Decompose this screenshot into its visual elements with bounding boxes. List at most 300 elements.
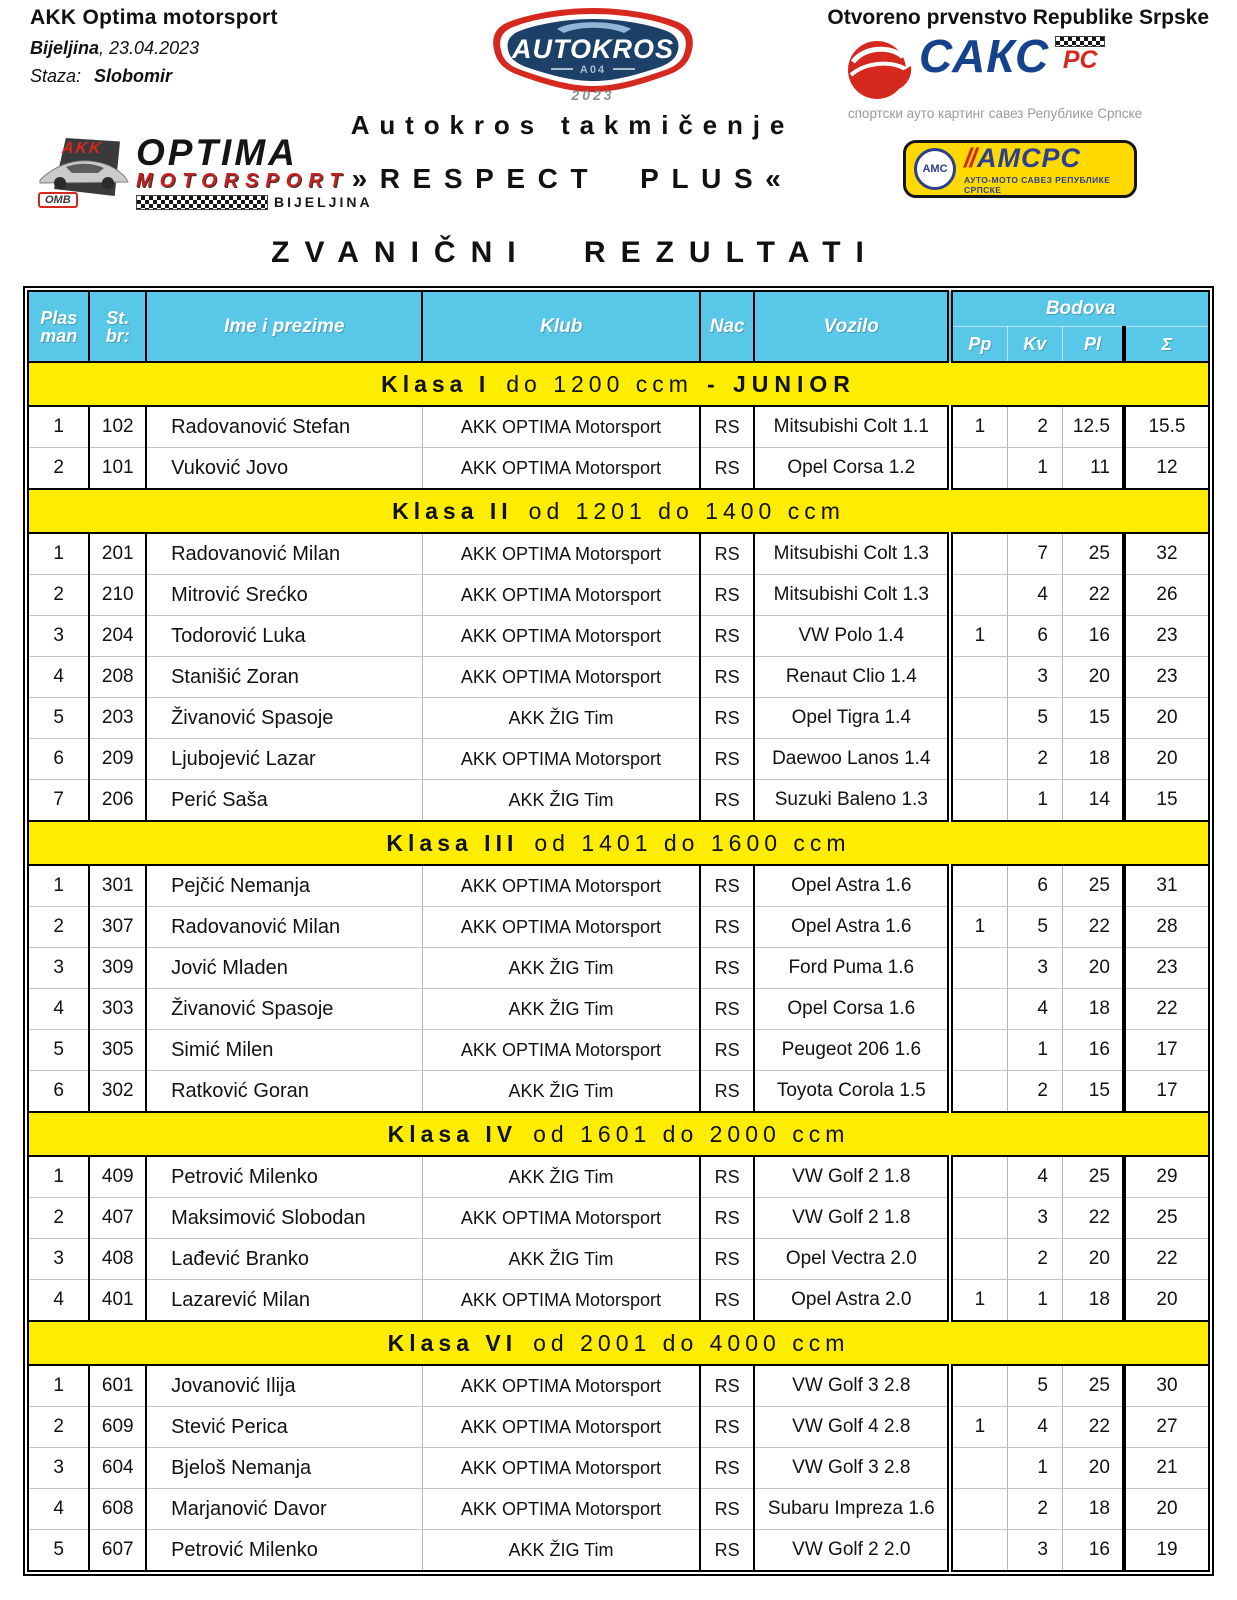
autokros-logo-sub: A04: [579, 64, 607, 76]
cell-vozilo: Opel Corsa 1.6: [754, 989, 950, 1030]
checkered-strip-icon: [136, 195, 268, 210]
class-title: Klasa VI: [387, 1329, 518, 1356]
result-row: [28, 448, 1209, 490]
cell-sum: 15.5: [1124, 406, 1209, 448]
cell-pp: [950, 1530, 1007, 1572]
cell-startnumber: 101: [89, 448, 146, 490]
cell-name: Radovanović Stefan: [146, 406, 422, 448]
cell-plasman: 3: [28, 1448, 89, 1489]
cell-klub: AKK OPTIMA Motorsport: [422, 575, 700, 616]
cell-vozilo: VW Golf 3 2.8: [754, 1365, 950, 1407]
cell-plasman: 1: [28, 865, 89, 907]
cell-startnumber: 608: [89, 1489, 146, 1530]
track-name: Slobomir: [94, 66, 173, 86]
cell-vozilo: VW Polo 1.4: [754, 616, 950, 657]
helmet-icon: [845, 34, 913, 104]
cell-sum: 17: [1124, 1071, 1209, 1113]
cell-kv: 4: [1007, 575, 1063, 616]
cell-sum: 12: [1124, 448, 1209, 490]
cell-name: Ljubojević Lazar: [146, 739, 422, 780]
cell-pp: [950, 698, 1007, 739]
cell-name: Jovanović Ilija: [146, 1365, 422, 1407]
col-header-pp: Pp: [950, 327, 1007, 363]
cell-pl: 18: [1063, 1489, 1124, 1530]
cell-plasman: 5: [28, 1530, 89, 1572]
result-row: [28, 1030, 1209, 1071]
cell-sum: 20: [1124, 739, 1209, 780]
cell-kv: 6: [1007, 865, 1063, 907]
cell-vozilo: Peugeot 206 1.6: [754, 1030, 950, 1071]
result-row: [28, 406, 1209, 448]
cell-kv: 3: [1007, 1530, 1063, 1572]
cell-plasman: 5: [28, 698, 89, 739]
cell-plasman: 4: [28, 989, 89, 1030]
cell-kv: 6: [1007, 616, 1063, 657]
event-name: Autokros takmičenje: [350, 110, 795, 140]
cell-nac: RS: [700, 948, 754, 989]
cell-sum: 20: [1124, 1280, 1209, 1322]
cell-nac: RS: [700, 739, 754, 780]
cell-pl: 22: [1063, 907, 1124, 948]
cell-startnumber: 209: [89, 739, 146, 780]
cell-name: Živanović Spasoje: [146, 698, 422, 739]
class-section-header: [28, 821, 1209, 865]
document-title: ZVANIČNI REZULTATI: [271, 236, 879, 269]
class-range: od 1201 do 1400 ccm: [528, 497, 845, 524]
cell-plasman: 3: [28, 616, 89, 657]
cell-plasman: 6: [28, 1071, 89, 1113]
cell-vozilo: VW Golf 2 1.8: [754, 1156, 950, 1198]
cell-vozilo: Suzuki Baleno 1.3: [754, 780, 950, 822]
cell-name: Bjeloš Nemanja: [146, 1448, 422, 1489]
cell-name: Mitrović Srećko: [146, 575, 422, 616]
cell-kv: 2: [1007, 1239, 1063, 1280]
cell-startnumber: 601: [89, 1365, 146, 1407]
cell-sum: 23: [1124, 616, 1209, 657]
cell-pl: 16: [1063, 616, 1124, 657]
ams-slashes-icon: //: [964, 143, 976, 173]
cell-pp: [950, 1071, 1007, 1113]
cell-kv: 3: [1007, 948, 1063, 989]
cell-startnumber: 301: [89, 865, 146, 907]
col-header-startnumber: [89, 291, 146, 362]
cell-vozilo: Opel Astra 1.6: [754, 865, 950, 907]
cell-nac: RS: [700, 1239, 754, 1280]
cell-nac: RS: [700, 907, 754, 948]
cell-pl: 16: [1063, 1030, 1124, 1071]
cell-pl: 22: [1063, 1407, 1124, 1448]
cell-vozilo: Daewoo Lanos 1.4: [754, 739, 950, 780]
cell-name: Radovanović Milan: [146, 907, 422, 948]
cell-startnumber: 208: [89, 657, 146, 698]
cell-plasman: 1: [28, 1365, 89, 1407]
cell-pp: [950, 1365, 1007, 1407]
cell-plasman: 3: [28, 948, 89, 989]
cell-nac: RS: [700, 1530, 754, 1572]
result-row: [28, 948, 1209, 989]
class-section-header: [28, 1112, 1209, 1156]
cell-klub: AKK OPTIMA Motorsport: [422, 657, 700, 698]
cell-startnumber: 201: [89, 533, 146, 575]
class-range: do 1200 ccm: [506, 370, 693, 397]
class-title: Klasa I: [381, 370, 491, 397]
cell-pp: [950, 657, 1007, 698]
cell-startnumber: 409: [89, 1156, 146, 1198]
col-header-vozilo: Vozilo: [754, 291, 950, 362]
result-row: [28, 1448, 1209, 1489]
saks-logo: [845, 30, 1165, 121]
place: Bijeljina: [30, 38, 100, 58]
cell-plasman: 4: [28, 1280, 89, 1322]
cell-kv: 2: [1007, 1489, 1063, 1530]
cell-pl: 25: [1063, 865, 1124, 907]
col-header-pl: Pl: [1063, 327, 1124, 363]
result-row: [28, 616, 1209, 657]
cell-startnumber: 408: [89, 1239, 146, 1280]
result-row: [28, 575, 1209, 616]
cell-nac: RS: [700, 1448, 754, 1489]
cell-plasman: 1: [28, 406, 89, 448]
cell-nac: RS: [700, 1489, 754, 1530]
autokros-logo-graphic: [487, 6, 699, 104]
col-header-st-line1: St.: [106, 307, 130, 328]
autokros-logo-year: 2023: [571, 87, 615, 103]
col-header-plasman-line1: Plas: [40, 307, 78, 328]
cell-startnumber: 303: [89, 989, 146, 1030]
cell-klub: AKK ŽIG Tim: [422, 948, 700, 989]
result-row: [28, 907, 1209, 948]
cell-sum: 30: [1124, 1365, 1209, 1407]
cell-pl: 25: [1063, 1156, 1124, 1198]
cell-kv: 4: [1007, 1156, 1063, 1198]
cell-klub: AKK OPTIMA Motorsport: [422, 739, 700, 780]
col-header-klub: Klub: [422, 291, 700, 362]
cell-name: Ratković Goran: [146, 1071, 422, 1113]
cell-sum: 15: [1124, 780, 1209, 822]
cell-kv: 2: [1007, 406, 1063, 448]
cell-startnumber: 604: [89, 1448, 146, 1489]
cell-pl: 16: [1063, 1530, 1124, 1572]
cell-pp: 1: [950, 1407, 1007, 1448]
cell-kv: 1: [1007, 448, 1063, 490]
autokros-logo: [487, 6, 699, 109]
cell-name: Stanišić Zoran: [146, 657, 422, 698]
cell-nac: RS: [700, 1280, 754, 1322]
cell-nac: RS: [700, 533, 754, 575]
col-header-nac: Nac: [700, 291, 754, 362]
cell-nac: RS: [700, 989, 754, 1030]
place-date: [30, 38, 278, 59]
cell-pp: [950, 865, 1007, 907]
optima-badge: OMB: [38, 192, 78, 208]
cell-vozilo: VW Golf 2 2.0: [754, 1530, 950, 1572]
cell-pp: [950, 739, 1007, 780]
cell-name: Pejčić Nemanja: [146, 865, 422, 907]
class-title: Klasa IV: [387, 1120, 518, 1147]
autokros-logo-text: AUTOKROS: [511, 34, 675, 64]
cell-vozilo: VW Golf 3 2.8: [754, 1448, 950, 1489]
class-section-header: [28, 1321, 1209, 1365]
cell-klub: AKK OPTIMA Motorsport: [422, 907, 700, 948]
cell-kv: 2: [1007, 739, 1063, 780]
class-section-row: [28, 489, 1209, 533]
cell-kv: 5: [1007, 1365, 1063, 1407]
results-table: [27, 290, 1210, 1572]
saks-tagline: спортски ауто картинг савез Републике Српске: [847, 106, 1143, 121]
saks-logo-text-block: [919, 30, 1105, 82]
saks-logo-top: [845, 30, 1165, 104]
cell-vozilo: Opel Astra 2.0: [754, 1280, 950, 1322]
cell-pl: 20: [1063, 657, 1124, 698]
track-line: [30, 66, 278, 87]
ams-tagline: АУТО-МОТО САВЕЗ РЕПУБЛИКЕ СРПСКЕ: [964, 175, 1111, 195]
cell-startnumber: 607: [89, 1530, 146, 1572]
organizer-name: AKK Optima motorsport: [30, 6, 278, 29]
event-title-block: [0, 110, 1145, 195]
cell-nac: RS: [700, 448, 754, 490]
cell-vozilo: Mitsubishi Colt 1.1: [754, 406, 950, 448]
cell-nac: RS: [700, 698, 754, 739]
cell-pl: 11: [1063, 448, 1124, 490]
cell-klub: AKK OPTIMA Motorsport: [422, 1365, 700, 1407]
saks-rs-block: [1055, 36, 1105, 73]
cell-klub: AKK OPTIMA Motorsport: [422, 533, 700, 575]
cell-pp: [950, 1198, 1007, 1239]
cell-pp: [950, 448, 1007, 490]
result-row: [28, 780, 1209, 822]
results-table-wrapper: [23, 286, 1214, 1576]
cell-pl: 14: [1063, 780, 1124, 822]
cell-nac: RS: [700, 616, 754, 657]
cell-nac: RS: [700, 1365, 754, 1407]
cell-nac: RS: [700, 1198, 754, 1239]
cell-pp: [950, 1156, 1007, 1198]
cell-startnumber: 203: [89, 698, 146, 739]
cell-sum: 27: [1124, 1407, 1209, 1448]
cell-startnumber: 305: [89, 1030, 146, 1071]
result-row: [28, 989, 1209, 1030]
cell-name: Lazarević Milan: [146, 1280, 422, 1322]
cell-pp: 1: [950, 1280, 1007, 1322]
cell-klub: AKK ŽIG Tim: [422, 698, 700, 739]
class-range: od 1601 do 2000 ccm: [533, 1120, 850, 1147]
cell-plasman: 4: [28, 1489, 89, 1530]
cell-name: Živanović Spasoje: [146, 989, 422, 1030]
result-row: [28, 1489, 1209, 1530]
track-label: Staza:: [30, 66, 82, 86]
cell-klub: AKK OPTIMA Motorsport: [422, 1280, 700, 1322]
cell-kv: 3: [1007, 1198, 1063, 1239]
col-header-sum: Σ: [1124, 327, 1209, 363]
cell-sum: 19: [1124, 1530, 1209, 1572]
cell-pp: 1: [950, 907, 1007, 948]
cell-startnumber: 206: [89, 780, 146, 822]
result-row: [28, 739, 1209, 780]
cell-pp: [950, 1030, 1007, 1071]
class-section-header: [28, 362, 1209, 406]
cell-plasman: 1: [28, 533, 89, 575]
page-header: [0, 0, 1237, 232]
cell-vozilo: VW Golf 2 1.8: [754, 1198, 950, 1239]
cell-pp: 1: [950, 616, 1007, 657]
optima-bottom-row: [136, 194, 373, 210]
ams-logo-text: АМСРС: [977, 143, 1082, 173]
cell-vozilo: Toyota Corola 1.5: [754, 1071, 950, 1113]
cell-kv: 2: [1007, 1071, 1063, 1113]
cell-sum: 32: [1124, 533, 1209, 575]
cell-klub: AKK ŽIG Tim: [422, 989, 700, 1030]
cell-plasman: 1: [28, 1156, 89, 1198]
cell-name: Marjanović Davor: [146, 1489, 422, 1530]
cell-name: Petrović Milenko: [146, 1530, 422, 1572]
cell-name: Simić Milen: [146, 1030, 422, 1071]
cell-klub: AKK OPTIMA Motorsport: [422, 406, 700, 448]
cell-pp: [950, 1448, 1007, 1489]
class-section-row: [28, 821, 1209, 865]
cell-nac: RS: [700, 1156, 754, 1198]
class-section-row: [28, 1321, 1209, 1365]
cell-pp: [950, 989, 1007, 1030]
cell-plasman: 2: [28, 907, 89, 948]
cell-nac: RS: [700, 406, 754, 448]
cell-kv: 4: [1007, 989, 1063, 1030]
cell-pp: [950, 1489, 1007, 1530]
result-row: [28, 1198, 1209, 1239]
cell-sum: 28: [1124, 907, 1209, 948]
cell-vozilo: VW Golf 4 2.8: [754, 1407, 950, 1448]
cell-pp: [950, 575, 1007, 616]
saks-logo-text: САКС: [919, 30, 1050, 82]
cell-pl: 20: [1063, 1448, 1124, 1489]
cell-startnumber: 309: [89, 948, 146, 989]
class-section-row: [28, 362, 1209, 406]
cell-sum: 17: [1124, 1030, 1209, 1071]
result-row: [28, 1156, 1209, 1198]
cell-pl: 20: [1063, 948, 1124, 989]
col-header-st-line2: br:: [105, 325, 130, 346]
cell-plasman: 5: [28, 1030, 89, 1071]
championship-block: [827, 6, 1209, 30]
col-header-bodova: Bodova: [950, 291, 1209, 327]
cell-plasman: 7: [28, 780, 89, 822]
cell-klub: AKK ŽIG Tim: [422, 1530, 700, 1572]
cell-kv: 4: [1007, 1407, 1063, 1448]
cell-klub: AKK OPTIMA Motorsport: [422, 1407, 700, 1448]
result-row: [28, 865, 1209, 907]
cell-sum: 31: [1124, 865, 1209, 907]
table-header: [28, 291, 1209, 362]
cell-pl: 22: [1063, 575, 1124, 616]
cell-name: Stević Perica: [146, 1407, 422, 1448]
optima-akk-text: AKK: [60, 140, 104, 157]
cell-nac: RS: [700, 1407, 754, 1448]
optima-logo-text: OPTIMA: [136, 132, 298, 173]
cell-klub: AKK OPTIMA Motorsport: [422, 1198, 700, 1239]
cell-kv: 1: [1007, 1030, 1063, 1071]
cell-kv: 1: [1007, 1280, 1063, 1322]
result-row: [28, 698, 1209, 739]
cell-sum: 22: [1124, 1239, 1209, 1280]
cell-kv: 1: [1007, 780, 1063, 822]
class-suffix: - JUNIOR: [706, 370, 856, 397]
cell-plasman: 2: [28, 448, 89, 490]
cell-plasman: 2: [28, 1407, 89, 1448]
cell-pp: 1: [950, 406, 1007, 448]
result-row: [28, 1407, 1209, 1448]
cell-vozilo: Opel Vectra 2.0: [754, 1239, 950, 1280]
cell-vozilo: Mitsubishi Colt 1.3: [754, 533, 950, 575]
table-body: [28, 362, 1209, 1571]
cell-plasman: 2: [28, 1198, 89, 1239]
organizer-block: [30, 6, 278, 87]
col-header-name: Ime i prezime: [146, 291, 422, 362]
col-header-plasman-line2: man: [40, 325, 78, 346]
cell-name: Jović Mladen: [146, 948, 422, 989]
cell-sum: 29: [1124, 1156, 1209, 1198]
cell-vozilo: Opel Corsa 1.2: [754, 448, 950, 490]
cell-vozilo: Opel Astra 1.6: [754, 907, 950, 948]
cell-vozilo: Subaru Impreza 1.6: [754, 1489, 950, 1530]
cell-name: Lađević Branko: [146, 1239, 422, 1280]
cell-klub: AKK OPTIMA Motorsport: [422, 1448, 700, 1489]
optima-motorsport-text: MOTORSPORT: [136, 170, 349, 192]
saks-rs-text: РС: [1062, 46, 1098, 74]
ams-emblem-text: АМС: [922, 163, 948, 175]
cell-klub: AKK OPTIMA Motorsport: [422, 1489, 700, 1530]
cell-sum: 20: [1124, 698, 1209, 739]
cell-sum: 25: [1124, 1198, 1209, 1239]
cell-pl: 25: [1063, 1365, 1124, 1407]
cell-klub: AKK OPTIMA Motorsport: [422, 448, 700, 490]
class-range: od 1401 do 1600 ccm: [534, 829, 851, 856]
cell-pl: 20: [1063, 1239, 1124, 1280]
class-section-row: [28, 1112, 1209, 1156]
cell-kv: 5: [1007, 698, 1063, 739]
cell-plasman: 6: [28, 739, 89, 780]
cell-sum: 26: [1124, 575, 1209, 616]
col-header-kv: Kv: [1007, 327, 1063, 363]
cell-pl: 18: [1063, 739, 1124, 780]
cell-kv: 5: [1007, 907, 1063, 948]
result-row: [28, 1280, 1209, 1322]
result-row: [28, 657, 1209, 698]
col-header-plasman: [28, 291, 89, 362]
cell-name: Vuković Jovo: [146, 448, 422, 490]
cell-klub: AKK ŽIG Tim: [422, 1239, 700, 1280]
cell-klub: AKK ŽIG Tim: [422, 780, 700, 822]
cell-vozilo: Ford Puma 1.6: [754, 948, 950, 989]
result-row: [28, 1530, 1209, 1572]
cell-klub: AKK OPTIMA Motorsport: [422, 616, 700, 657]
cell-vozilo: Renaut Clio 1.4: [754, 657, 950, 698]
cell-pl: 22: [1063, 1198, 1124, 1239]
cell-nac: RS: [700, 1030, 754, 1071]
cell-vozilo: Opel Tigra 1.4: [754, 698, 950, 739]
cell-klub: AKK ŽIG Tim: [422, 1071, 700, 1113]
result-row: [28, 533, 1209, 575]
class-section-header: [28, 489, 1209, 533]
cell-name: Petrović Milenko: [146, 1156, 422, 1198]
cell-nac: RS: [700, 575, 754, 616]
cell-name: Perić Saša: [146, 780, 422, 822]
event-subtitle: »RESPECT PLUS«: [351, 163, 794, 194]
cell-startnumber: 609: [89, 1407, 146, 1448]
cell-pl: 15: [1063, 698, 1124, 739]
result-row: [28, 1071, 1209, 1113]
cell-nac: RS: [700, 1071, 754, 1113]
cell-klub: AKK ŽIG Tim: [422, 1156, 700, 1198]
cell-pp: [950, 780, 1007, 822]
